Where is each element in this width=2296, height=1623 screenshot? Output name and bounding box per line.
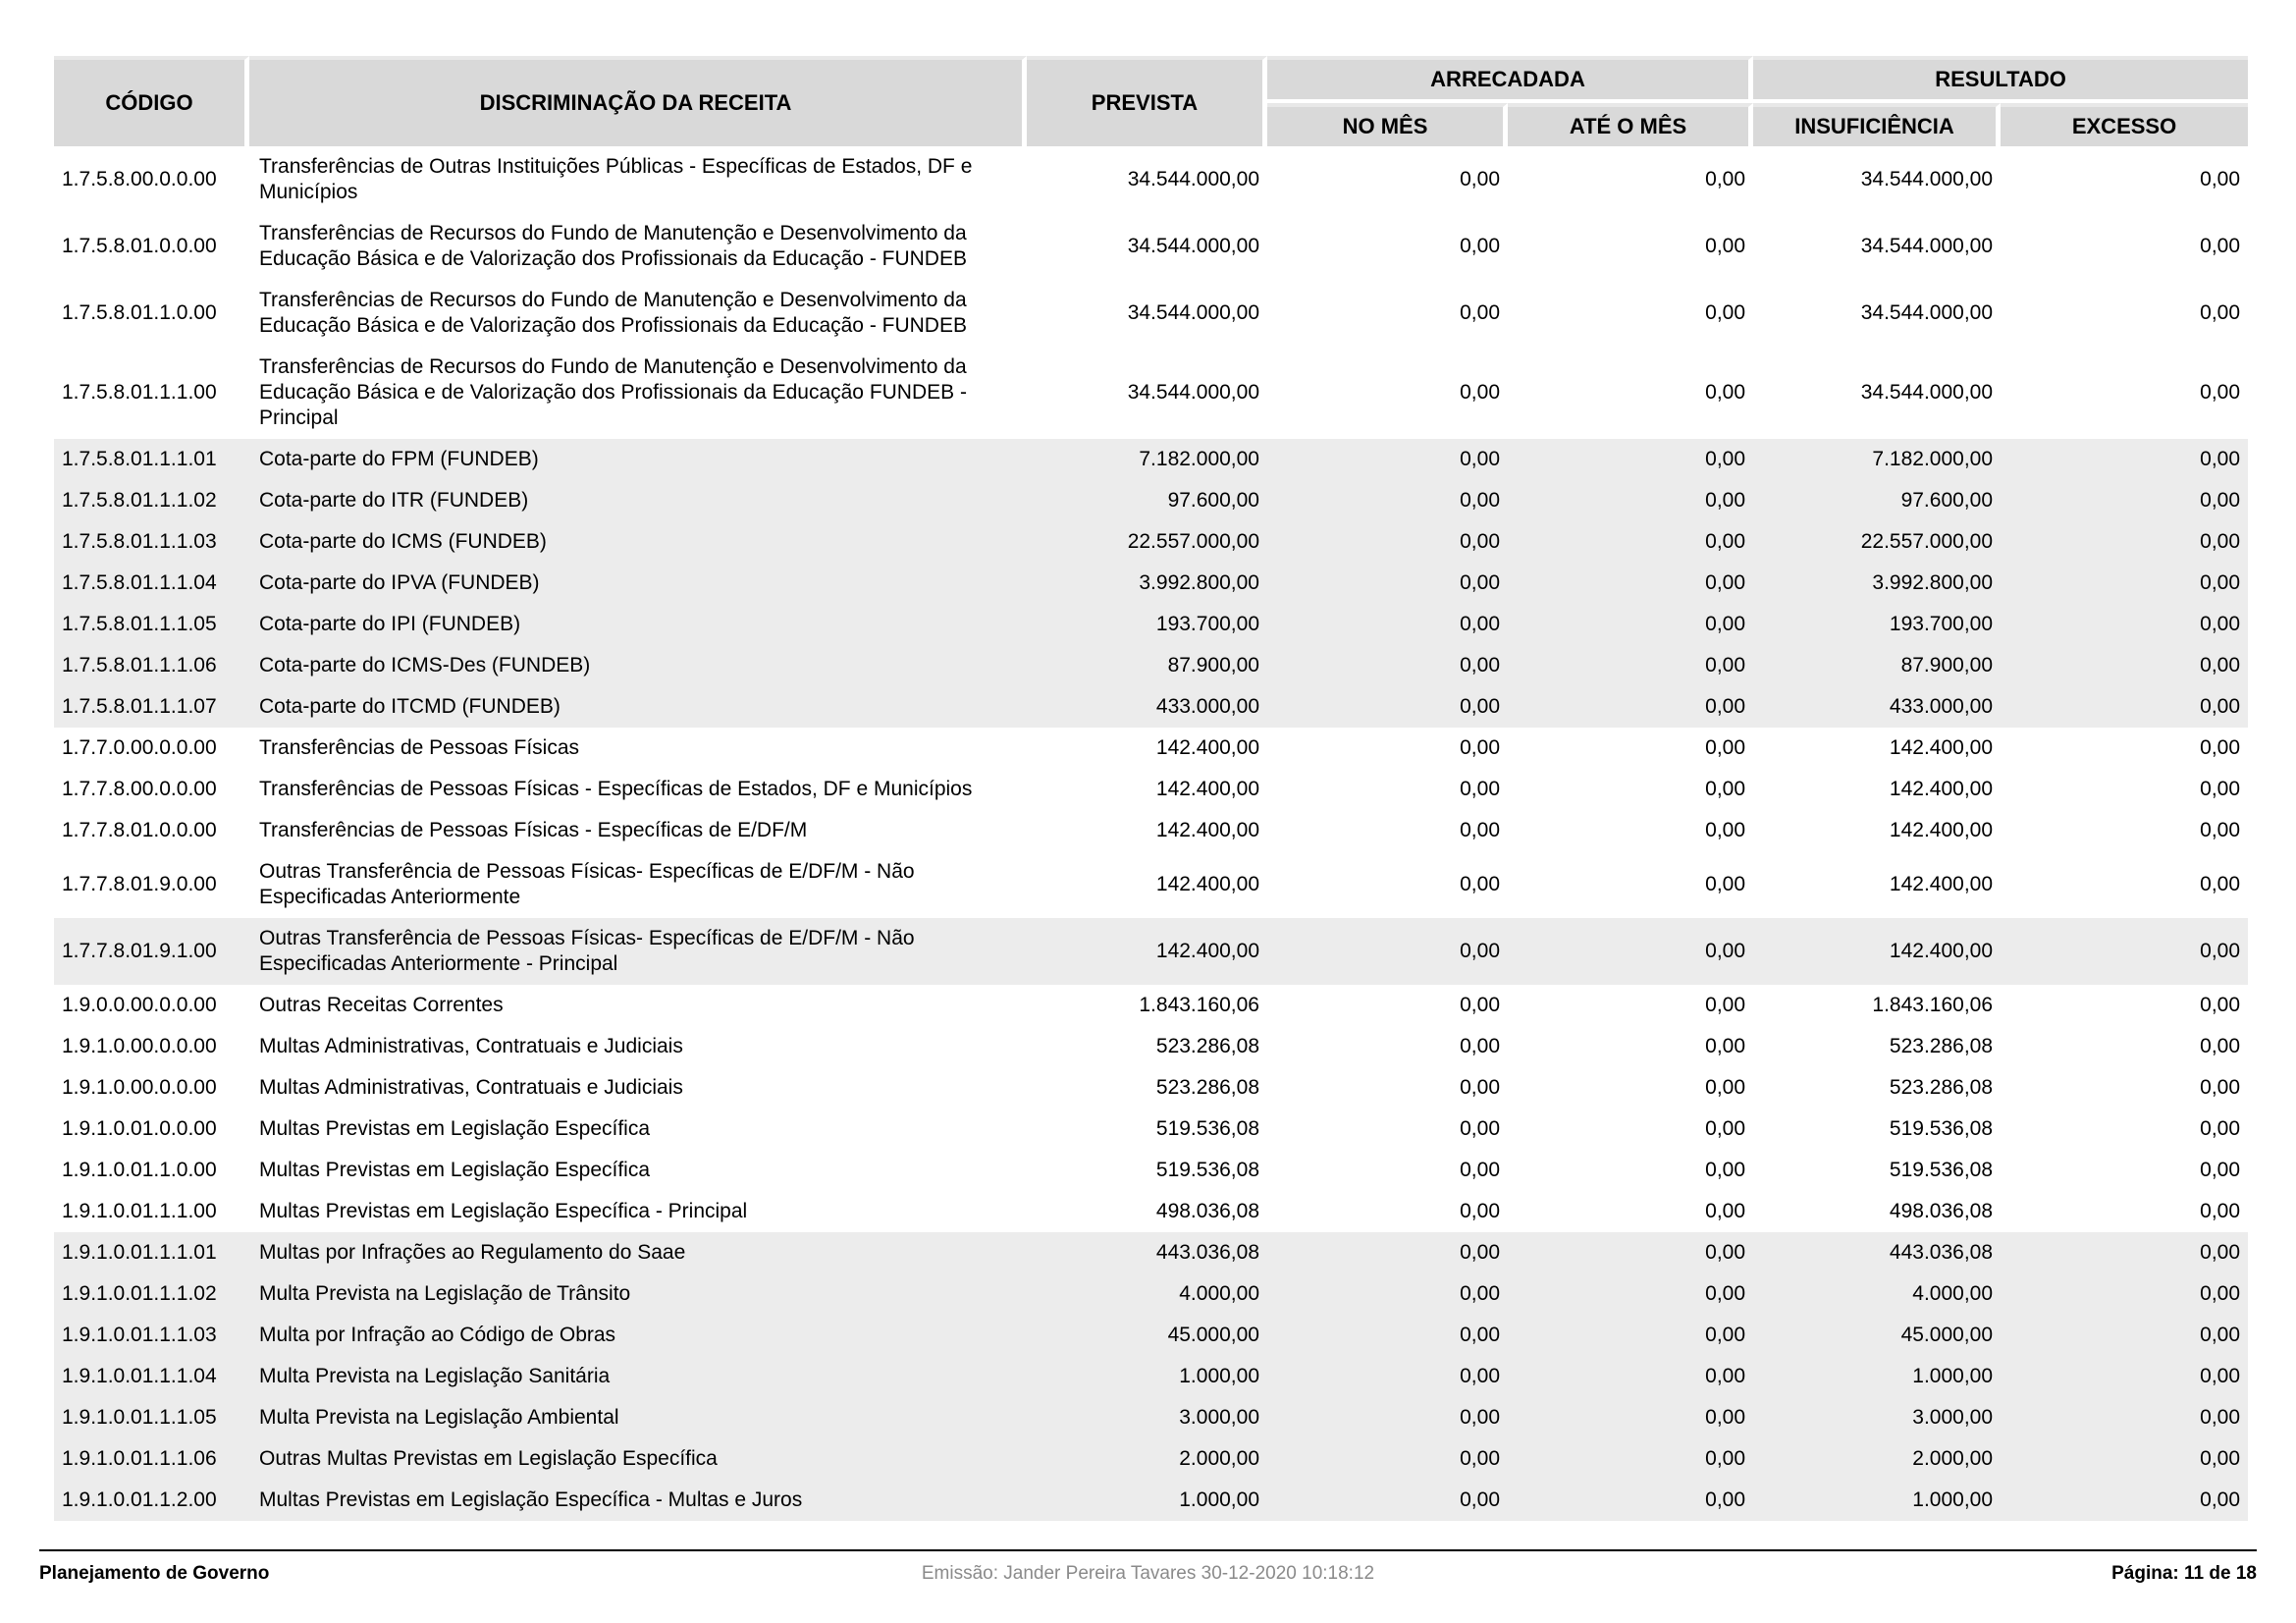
cell-prevista: 523.286,08 xyxy=(1027,1067,1267,1109)
cell-no-mes: 0,00 xyxy=(1267,985,1508,1026)
cell-excesso: 0,00 xyxy=(2001,1232,2248,1273)
cell-no-mes: 0,00 xyxy=(1267,728,1508,769)
cell-ate-o-mes: 0,00 xyxy=(1508,1480,1753,1521)
cell-descricao: Cota-parte do FPM (FUNDEB) xyxy=(249,439,1027,480)
cell-excesso: 0,00 xyxy=(2001,728,2248,769)
cell-excesso: 0,00 xyxy=(2001,439,2248,480)
cell-insuficiencia: 523.286,08 xyxy=(1753,1026,2001,1067)
cell-excesso: 0,00 xyxy=(2001,1315,2248,1356)
table-row xyxy=(54,810,2248,851)
table-row xyxy=(54,918,2248,985)
cell-codigo: 1.7.7.8.01.9.0.00 xyxy=(54,851,249,918)
cell-no-mes: 0,00 xyxy=(1267,1150,1508,1191)
cell-codigo: 1.9.1.0.00.0.0.00 xyxy=(54,1026,249,1067)
cell-ate-o-mes: 0,00 xyxy=(1508,146,1753,213)
page-footer xyxy=(39,1549,2257,1585)
col-header-ate-o-mes: ATÉ O MÊS xyxy=(1508,103,1753,146)
col-header-no-mes: NO MÊS xyxy=(1267,103,1508,146)
cell-excesso: 0,00 xyxy=(2001,213,2248,280)
cell-insuficiencia: 443.036,08 xyxy=(1753,1232,2001,1273)
cell-ate-o-mes: 0,00 xyxy=(1508,810,1753,851)
cell-ate-o-mes: 0,00 xyxy=(1508,1067,1753,1109)
cell-no-mes: 0,00 xyxy=(1267,686,1508,728)
cell-insuficiencia: 34.544.000,00 xyxy=(1753,347,2001,439)
footer-page-number: Página: 11 de 18 xyxy=(2111,1563,2257,1584)
cell-descricao: Cota-parte do ICMS (FUNDEB) xyxy=(249,521,1027,563)
cell-prevista: 3.000,00 xyxy=(1027,1397,1267,1438)
cell-excesso: 0,00 xyxy=(2001,686,2248,728)
cell-prevista: 142.400,00 xyxy=(1027,810,1267,851)
cell-descricao: Multa Prevista na Legislação Ambiental xyxy=(249,1397,1027,1438)
cell-insuficiencia: 519.536,08 xyxy=(1753,1109,2001,1150)
cell-prevista: 7.182.000,00 xyxy=(1027,439,1267,480)
cell-descricao: Multas por Infrações ao Regulamento do Saae xyxy=(249,1232,1027,1273)
cell-excesso: 0,00 xyxy=(2001,146,2248,213)
table-row xyxy=(54,1438,2248,1480)
table-row xyxy=(54,1191,2248,1232)
cell-codigo: 1.9.1.0.01.1.1.03 xyxy=(54,1315,249,1356)
cell-descricao: Outras Transferência de Pessoas Físicas- Específicas de E/DF/M - Não Especificadas Anteriormente - Principal xyxy=(249,918,1027,985)
cell-excesso: 0,00 xyxy=(2001,918,2248,985)
table-row xyxy=(54,645,2248,686)
cell-excesso: 0,00 xyxy=(2001,851,2248,918)
cell-no-mes: 0,00 xyxy=(1267,1026,1508,1067)
cell-prevista: 3.992.800,00 xyxy=(1027,563,1267,604)
cell-insuficiencia: 142.400,00 xyxy=(1753,769,2001,810)
cell-excesso: 0,00 xyxy=(2001,480,2248,521)
cell-codigo: 1.7.5.8.01.1.1.03 xyxy=(54,521,249,563)
cell-prevista: 87.900,00 xyxy=(1027,645,1267,686)
table-row xyxy=(54,1026,2248,1067)
cell-excesso: 0,00 xyxy=(2001,1397,2248,1438)
cell-codigo: 1.9.0.0.00.0.0.00 xyxy=(54,985,249,1026)
table-row xyxy=(54,280,2248,347)
table-row xyxy=(54,728,2248,769)
cell-codigo: 1.7.5.8.00.0.0.00 xyxy=(54,146,249,213)
cell-ate-o-mes: 0,00 xyxy=(1508,1356,1753,1397)
cell-codigo: 1.7.7.8.01.9.1.00 xyxy=(54,918,249,985)
cell-ate-o-mes: 0,00 xyxy=(1508,521,1753,563)
cell-no-mes: 0,00 xyxy=(1267,1232,1508,1273)
cell-descricao: Transferências de Recursos do Fundo de Manutenção e Desenvolvimento da Educação Básica e de Valorização dos Profissionais da Educação FUNDEB - Principal xyxy=(249,347,1027,439)
cell-ate-o-mes: 0,00 xyxy=(1508,604,1753,645)
cell-prevista: 34.544.000,00 xyxy=(1027,280,1267,347)
cell-prevista: 498.036,08 xyxy=(1027,1191,1267,1232)
table-row xyxy=(54,146,2248,213)
cell-ate-o-mes: 0,00 xyxy=(1508,213,1753,280)
cell-ate-o-mes: 0,00 xyxy=(1508,1109,1753,1150)
cell-insuficiencia: 1.000,00 xyxy=(1753,1356,2001,1397)
cell-no-mes: 0,00 xyxy=(1267,213,1508,280)
cell-prevista: 142.400,00 xyxy=(1027,918,1267,985)
table-row xyxy=(54,1273,2248,1315)
cell-codigo: 1.9.1.0.01.1.1.01 xyxy=(54,1232,249,1273)
table-row xyxy=(54,1315,2248,1356)
cell-excesso: 0,00 xyxy=(2001,1026,2248,1067)
cell-codigo: 1.7.7.8.01.0.0.00 xyxy=(54,810,249,851)
cell-prevista: 142.400,00 xyxy=(1027,851,1267,918)
cell-no-mes: 0,00 xyxy=(1267,280,1508,347)
receita-table xyxy=(54,56,2248,1521)
cell-descricao: Transferências de Pessoas Físicas xyxy=(249,728,1027,769)
cell-no-mes: 0,00 xyxy=(1267,645,1508,686)
cell-codigo: 1.7.5.8.01.1.1.00 xyxy=(54,347,249,439)
cell-excesso: 0,00 xyxy=(2001,1273,2248,1315)
cell-descricao: Multas Previstas em Legislação Específica - Principal xyxy=(249,1191,1027,1232)
cell-descricao: Multas Administrativas, Contratuais e Judiciais xyxy=(249,1067,1027,1109)
cell-descricao: Outras Receitas Correntes xyxy=(249,985,1027,1026)
cell-ate-o-mes: 0,00 xyxy=(1508,1315,1753,1356)
table-row xyxy=(54,1067,2248,1109)
cell-ate-o-mes: 0,00 xyxy=(1508,1150,1753,1191)
cell-no-mes: 0,00 xyxy=(1267,1438,1508,1480)
cell-ate-o-mes: 0,00 xyxy=(1508,985,1753,1026)
cell-excesso: 0,00 xyxy=(2001,1109,2248,1150)
cell-descricao: Cota-parte do IPI (FUNDEB) xyxy=(249,604,1027,645)
cell-no-mes: 0,00 xyxy=(1267,563,1508,604)
cell-no-mes: 0,00 xyxy=(1267,1273,1508,1315)
table-row xyxy=(54,851,2248,918)
cell-prevista: 142.400,00 xyxy=(1027,728,1267,769)
cell-ate-o-mes: 0,00 xyxy=(1508,480,1753,521)
cell-prevista: 34.544.000,00 xyxy=(1027,213,1267,280)
cell-prevista: 4.000,00 xyxy=(1027,1273,1267,1315)
cell-ate-o-mes: 0,00 xyxy=(1508,347,1753,439)
cell-insuficiencia: 193.700,00 xyxy=(1753,604,2001,645)
cell-descricao: Multas Previstas em Legislação Específica xyxy=(249,1109,1027,1150)
cell-descricao: Cota-parte do ITCMD (FUNDEB) xyxy=(249,686,1027,728)
cell-insuficiencia: 3.992.800,00 xyxy=(1753,563,2001,604)
cell-prevista: 193.700,00 xyxy=(1027,604,1267,645)
table-row xyxy=(54,213,2248,280)
cell-codigo: 1.9.1.0.01.1.1.06 xyxy=(54,1438,249,1480)
table-row xyxy=(54,1232,2248,1273)
cell-insuficiencia: 87.900,00 xyxy=(1753,645,2001,686)
cell-insuficiencia: 22.557.000,00 xyxy=(1753,521,2001,563)
cell-descricao: Cota-parte do ICMS-Des (FUNDEB) xyxy=(249,645,1027,686)
col-header-prevista: PREVISTA xyxy=(1027,56,1267,146)
cell-no-mes: 0,00 xyxy=(1267,347,1508,439)
cell-insuficiencia: 34.544.000,00 xyxy=(1753,146,2001,213)
cell-codigo: 1.9.1.0.01.1.1.02 xyxy=(54,1273,249,1315)
cell-no-mes: 0,00 xyxy=(1267,521,1508,563)
table-row xyxy=(54,1356,2248,1397)
cell-insuficiencia: 1.000,00 xyxy=(1753,1480,2001,1521)
cell-excesso: 0,00 xyxy=(2001,563,2248,604)
table-row xyxy=(54,686,2248,728)
table-row xyxy=(54,347,2248,439)
cell-codigo: 1.7.5.8.01.1.1.05 xyxy=(54,604,249,645)
cell-no-mes: 0,00 xyxy=(1267,918,1508,985)
cell-codigo: 1.9.1.0.01.0.0.00 xyxy=(54,1109,249,1150)
cell-no-mes: 0,00 xyxy=(1267,1356,1508,1397)
cell-no-mes: 0,00 xyxy=(1267,439,1508,480)
cell-excesso: 0,00 xyxy=(2001,1356,2248,1397)
cell-prevista: 519.536,08 xyxy=(1027,1109,1267,1150)
cell-prevista: 1.000,00 xyxy=(1027,1356,1267,1397)
cell-insuficiencia: 519.536,08 xyxy=(1753,1150,2001,1191)
table-row xyxy=(54,439,2248,480)
table-row xyxy=(54,1109,2248,1150)
cell-prevista: 1.843.160,06 xyxy=(1027,985,1267,1026)
cell-no-mes: 0,00 xyxy=(1267,146,1508,213)
cell-insuficiencia: 523.286,08 xyxy=(1753,1067,2001,1109)
cell-insuficiencia: 97.600,00 xyxy=(1753,480,2001,521)
cell-insuficiencia: 142.400,00 xyxy=(1753,918,2001,985)
cell-codigo: 1.7.5.8.01.1.1.04 xyxy=(54,563,249,604)
cell-codigo: 1.7.7.0.00.0.0.00 xyxy=(54,728,249,769)
cell-no-mes: 0,00 xyxy=(1267,480,1508,521)
cell-codigo: 1.7.5.8.01.1.1.01 xyxy=(54,439,249,480)
cell-insuficiencia: 433.000,00 xyxy=(1753,686,2001,728)
cell-codigo: 1.9.1.0.00.0.0.00 xyxy=(54,1067,249,1109)
cell-prevista: 34.544.000,00 xyxy=(1027,146,1267,213)
cell-excesso: 0,00 xyxy=(2001,1438,2248,1480)
cell-insuficiencia: 498.036,08 xyxy=(1753,1191,2001,1232)
cell-insuficiencia: 1.843.160,06 xyxy=(1753,985,2001,1026)
cell-codigo: 1.7.5.8.01.1.0.00 xyxy=(54,280,249,347)
cell-no-mes: 0,00 xyxy=(1267,769,1508,810)
cell-descricao: Multas Previstas em Legislação Específica - Multas e Juros xyxy=(249,1480,1027,1521)
cell-descricao: Outras Transferência de Pessoas Físicas- Específicas de E/DF/M - Não Especificadas Anteriormente xyxy=(249,851,1027,918)
cell-excesso: 0,00 xyxy=(2001,280,2248,347)
cell-no-mes: 0,00 xyxy=(1267,604,1508,645)
cell-excesso: 0,00 xyxy=(2001,1480,2248,1521)
cell-codigo: 1.7.5.8.01.1.1.07 xyxy=(54,686,249,728)
cell-ate-o-mes: 0,00 xyxy=(1508,280,1753,347)
cell-no-mes: 0,00 xyxy=(1267,1191,1508,1232)
cell-descricao: Transferências de Pessoas Físicas - Específicas de E/DF/M xyxy=(249,810,1027,851)
cell-codigo: 1.9.1.0.01.1.1.00 xyxy=(54,1191,249,1232)
cell-ate-o-mes: 0,00 xyxy=(1508,918,1753,985)
cell-excesso: 0,00 xyxy=(2001,347,2248,439)
cell-excesso: 0,00 xyxy=(2001,521,2248,563)
cell-prevista: 519.536,08 xyxy=(1027,1150,1267,1191)
cell-descricao: Cota-parte do ITR (FUNDEB) xyxy=(249,480,1027,521)
cell-ate-o-mes: 0,00 xyxy=(1508,686,1753,728)
cell-excesso: 0,00 xyxy=(2001,604,2248,645)
cell-codigo: 1.7.7.8.00.0.0.00 xyxy=(54,769,249,810)
cell-codigo: 1.7.5.8.01.0.0.00 xyxy=(54,213,249,280)
cell-excesso: 0,00 xyxy=(2001,645,2248,686)
cell-descricao: Multas Previstas em Legislação Específica xyxy=(249,1150,1027,1191)
cell-insuficiencia: 142.400,00 xyxy=(1753,851,2001,918)
cell-ate-o-mes: 0,00 xyxy=(1508,1191,1753,1232)
cell-prevista: 34.544.000,00 xyxy=(1027,347,1267,439)
col-group-arrecadada: ARRECADADA xyxy=(1267,56,1753,103)
table-row xyxy=(54,521,2248,563)
cell-no-mes: 0,00 xyxy=(1267,1480,1508,1521)
cell-no-mes: 0,00 xyxy=(1267,1397,1508,1438)
col-header-excesso: EXCESSO xyxy=(2001,103,2248,146)
cell-no-mes: 0,00 xyxy=(1267,1067,1508,1109)
cell-insuficiencia: 142.400,00 xyxy=(1753,810,2001,851)
table-row xyxy=(54,1480,2248,1521)
cell-prevista: 45.000,00 xyxy=(1027,1315,1267,1356)
cell-codigo: 1.9.1.0.01.1.1.04 xyxy=(54,1356,249,1397)
footer-emission-info: Emissão: Jander Pereira Tavares 30-12-2020 10:18:12 xyxy=(921,1563,1375,1584)
cell-codigo: 1.7.5.8.01.1.1.02 xyxy=(54,480,249,521)
cell-descricao: Transferências de Outras Instituições Públicas - Específicas de Estados, DF e Municípios xyxy=(249,146,1027,213)
table-body xyxy=(54,146,2248,1521)
cell-ate-o-mes: 0,00 xyxy=(1508,1273,1753,1315)
cell-prevista: 97.600,00 xyxy=(1027,480,1267,521)
cell-descricao: Multa Prevista na Legislação Sanitária xyxy=(249,1356,1027,1397)
cell-prevista: 443.036,08 xyxy=(1027,1232,1267,1273)
table-row xyxy=(54,563,2248,604)
cell-insuficiencia: 45.000,00 xyxy=(1753,1315,2001,1356)
revenue-report-table-wrap xyxy=(54,56,2248,1521)
cell-excesso: 0,00 xyxy=(2001,985,2248,1026)
col-header-discriminacao: DISCRIMINAÇÃO DA RECEITA xyxy=(249,56,1027,146)
table-row xyxy=(54,1150,2248,1191)
cell-no-mes: 0,00 xyxy=(1267,1109,1508,1150)
cell-ate-o-mes: 0,00 xyxy=(1508,439,1753,480)
cell-prevista: 433.000,00 xyxy=(1027,686,1267,728)
cell-excesso: 0,00 xyxy=(2001,1067,2248,1109)
cell-prevista: 142.400,00 xyxy=(1027,769,1267,810)
cell-prevista: 1.000,00 xyxy=(1027,1480,1267,1521)
cell-insuficiencia: 2.000,00 xyxy=(1753,1438,2001,1480)
cell-ate-o-mes: 0,00 xyxy=(1508,1232,1753,1273)
table-row xyxy=(54,480,2248,521)
cell-insuficiencia: 142.400,00 xyxy=(1753,728,2001,769)
cell-ate-o-mes: 0,00 xyxy=(1508,769,1753,810)
cell-insuficiencia: 3.000,00 xyxy=(1753,1397,2001,1438)
cell-insuficiencia: 34.544.000,00 xyxy=(1753,213,2001,280)
cell-codigo: 1.9.1.0.01.1.2.00 xyxy=(54,1480,249,1521)
cell-codigo: 1.9.1.0.01.1.1.05 xyxy=(54,1397,249,1438)
cell-descricao: Transferências de Recursos do Fundo de Manutenção e Desenvolvimento da Educação Básica e de Valorização dos Profissionais da Educação - FUNDEB xyxy=(249,213,1027,280)
cell-ate-o-mes: 0,00 xyxy=(1508,563,1753,604)
cell-descricao: Multas Administrativas, Contratuais e Judiciais xyxy=(249,1026,1027,1067)
cell-codigo: 1.7.5.8.01.1.1.06 xyxy=(54,645,249,686)
cell-descricao: Multa Prevista na Legislação de Trânsito xyxy=(249,1273,1027,1315)
col-header-codigo: CÓDIGO xyxy=(54,56,249,146)
cell-no-mes: 0,00 xyxy=(1267,810,1508,851)
cell-no-mes: 0,00 xyxy=(1267,1315,1508,1356)
cell-no-mes: 0,00 xyxy=(1267,851,1508,918)
cell-descricao: Transferências de Pessoas Físicas - Específicas de Estados, DF e Municípios xyxy=(249,769,1027,810)
col-header-insuficiencia: INSUFICIÊNCIA xyxy=(1753,103,2001,146)
cell-insuficiencia: 4.000,00 xyxy=(1753,1273,2001,1315)
cell-prevista: 523.286,08 xyxy=(1027,1026,1267,1067)
cell-descricao: Multa por Infração ao Código de Obras xyxy=(249,1315,1027,1356)
cell-descricao: Cota-parte do IPVA (FUNDEB) xyxy=(249,563,1027,604)
cell-excesso: 0,00 xyxy=(2001,1191,2248,1232)
col-group-resultado: RESULTADO xyxy=(1753,56,2248,103)
table-header xyxy=(54,56,2248,146)
cell-codigo: 1.9.1.0.01.1.0.00 xyxy=(54,1150,249,1191)
cell-excesso: 0,00 xyxy=(2001,810,2248,851)
cell-ate-o-mes: 0,00 xyxy=(1508,1438,1753,1480)
cell-ate-o-mes: 0,00 xyxy=(1508,645,1753,686)
cell-descricao: Outras Multas Previstas em Legislação Específica xyxy=(249,1438,1027,1480)
table-row xyxy=(54,604,2248,645)
cell-ate-o-mes: 0,00 xyxy=(1508,1026,1753,1067)
cell-prevista: 2.000,00 xyxy=(1027,1438,1267,1480)
cell-ate-o-mes: 0,00 xyxy=(1508,851,1753,918)
cell-prevista: 22.557.000,00 xyxy=(1027,521,1267,563)
table-row xyxy=(54,1397,2248,1438)
cell-excesso: 0,00 xyxy=(2001,769,2248,810)
cell-ate-o-mes: 0,00 xyxy=(1508,1397,1753,1438)
cell-insuficiencia: 7.182.000,00 xyxy=(1753,439,2001,480)
cell-descricao: Transferências de Recursos do Fundo de Manutenção e Desenvolvimento da Educação Básica e de Valorização dos Profissionais da Educação - FUNDEB xyxy=(249,280,1027,347)
footer-system-name: Planejamento de Governo xyxy=(39,1563,270,1584)
cell-ate-o-mes: 0,00 xyxy=(1508,728,1753,769)
table-row xyxy=(54,985,2248,1026)
cell-insuficiencia: 34.544.000,00 xyxy=(1753,280,2001,347)
cell-excesso: 0,00 xyxy=(2001,1150,2248,1191)
table-row xyxy=(54,769,2248,810)
